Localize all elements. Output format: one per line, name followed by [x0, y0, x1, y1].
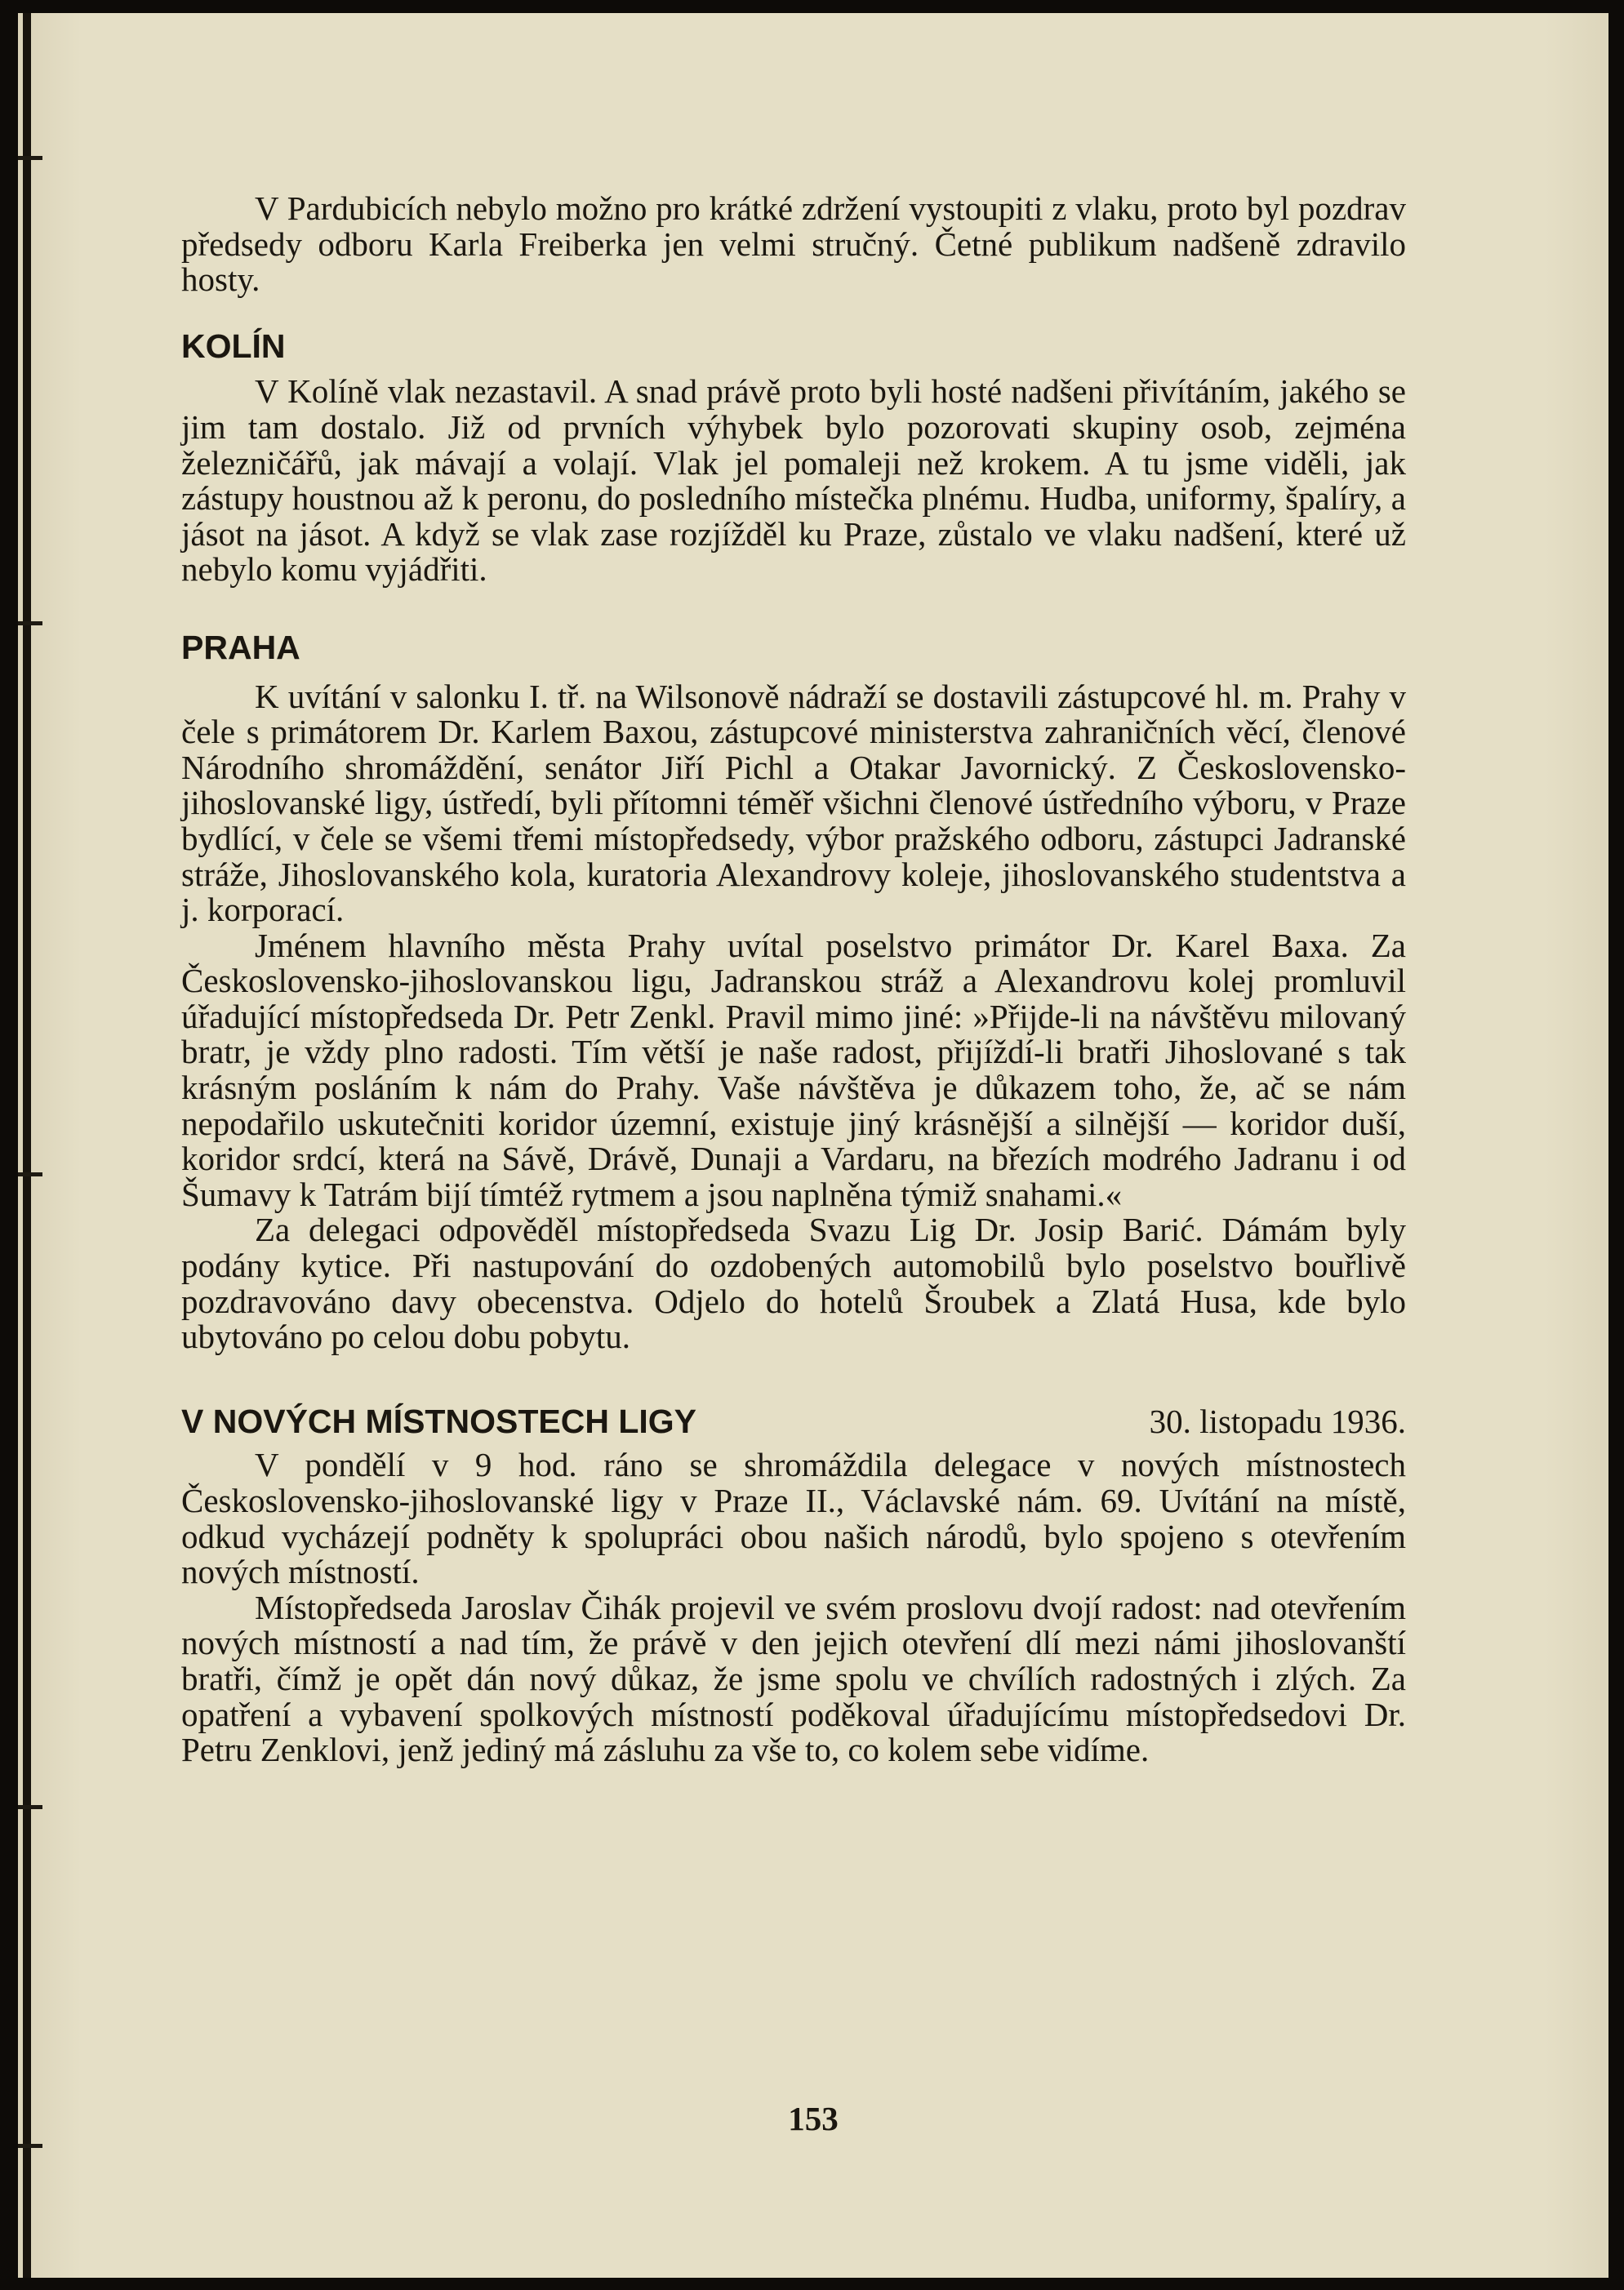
binding-mark [18, 1805, 42, 1809]
book-page [18, 13, 1608, 2278]
section-heading-row [181, 1404, 1406, 1440]
praha-paragraph-3: Za delegaci odpověděl místopředseda Svazu Lig Dr. Josip Barić. Dámám byly podány kytice. Při nastupování do ozdobených automobilů bylo poselstvo bouřlivě pozdravováno davy obecenstva. Odjelo do hotelů Šroubek a Zlatá Husa, kde bylo ubytováno po celou dobu pobytu. [181, 1211, 1406, 1356]
section-heading-nove-mistnosti: V NOVÝCH MÍSTNOSTECH LIGY [181, 1402, 696, 1440]
kolin-paragraph: V Kolíně vlak nezastavil. A snad právě proto byli hosté nadšeni přivítáním, jakého se jim tam dostalo. Již od prvních výhybek bylo pozorovati skupiny osob, zejména železničářů, jak mávají a volají. Vlak jel pomaleji než krokem. A tu jsme viděli, jak zástupy houstnou až k peronu, do posledního místečka plnému. Hudba, uniformy, špalíry, a jásot na jásot. A když se vlak zase rozjížděl ku Praze, zůstalo ve vlaku nadšení, které už nebylo komu vyjádřiti. [181, 372, 1406, 589]
intro-paragraph: V Pardubicích nebylo možno pro krátké zdržení vystoupiti z vlaku, proto byl pozdrav předsedy odboru Karla Freiberka jen velmi stručný. Četné publikum nadšeně zdravilo hosty. [181, 189, 1406, 299]
binding-mark [18, 621, 42, 625]
section-heading-kolin: KOLÍN [181, 327, 286, 365]
praha-paragraph-2: Jménem hlavního města Prahy uvítal poselstvo primátor Dr. Karel Baxa. Za Československo-jihoslovanskou ligu, Jadranskou stráž a Alexandrovu kolej promluvil úřadující místopředseda Dr. Petr Zenkl. Pravil mimo jiné: »Přijde-li na návštěvu milovaný bratr, je vždy plno radosti. Tím větší je naše radost, přijíždí-li bratři Jihoslované s tak krásným posláním k nám do Prahy. Vaše návštěva je důkazem toho, že, ač se nám nepodařilo uskutečniti koridor územní, existuje jiný krásnější a silnější — koridor duší, koridor srdcí, která na Sávě, Drávě, Dunaji a Vardaru, na březích modrého Jadranu i od Šumavy k Tatrám bijí tímtéž rytmem a jsou naplněna týmiž snahami.« [181, 926, 1406, 1213]
page-text [181, 191, 1406, 1768]
section-heading-praha: PRAHA [181, 628, 300, 666]
binding-mark [18, 1172, 42, 1176]
binding-mark [18, 156, 42, 160]
binding-mark [18, 2144, 42, 2148]
page-binding-edge [23, 13, 31, 2278]
mistnosti-paragraph-2: Místopředseda Jaroslav Čihák projevil ve svém proslovu dvojí radost: nad otevřením nových místností a nad tím, že právě v den jejich otevření dlí mezi námi jihoslovanští bratři, čímž je opět dán nový důkaz, že jsme spolu ve chvílích radostných i zlých. Za opatření a vybavení spolkových místností poděkoval úřadujícímu místopředsedovi Dr. Petru Zenklovi, jenž jediný má zásluhu za vše to, co kolem sebe vidíme. [181, 1588, 1406, 1769]
mistnosti-paragraph-1: V pondělí v 9 hod. ráno se shromáždila delegace v nových místnostech Československo-jihoslovanské ligy v Praze II., Václavské nám. 69. Uvítání na místě, odkud vycházejí podněty k spolupráci obou našich národů, bylo spojeno s otevřením nových místností. [181, 1446, 1406, 1591]
praha-paragraph-1: K uvítání v salonku I. tř. na Wilsonově nádraží se dostavili zástupcové hl. m. Prahy v čele s primátorem Dr. Karlem Baxou, zástupcové ministerstva zahraničních věcí, členové Národního shromáždění, senátor Jiří Pichl a Otakar Javornický. Z Československo-jihoslovanské ligy, ústředí, byli přítomni téměř všichni členové ústředního výboru, v Praze bydlící, v čele se všemi třemi místopředsedy, výbor pražského odboru, zástupci Jadranské stráže, Jihoslovanského kola, kuratoria Alexandrovy koleje, jihoslovanského studentstva a j. korporací. [181, 677, 1406, 929]
page-number: 153 [788, 2100, 839, 2137]
section-date: 30. listopadu 1936. [1149, 1402, 1406, 1440]
